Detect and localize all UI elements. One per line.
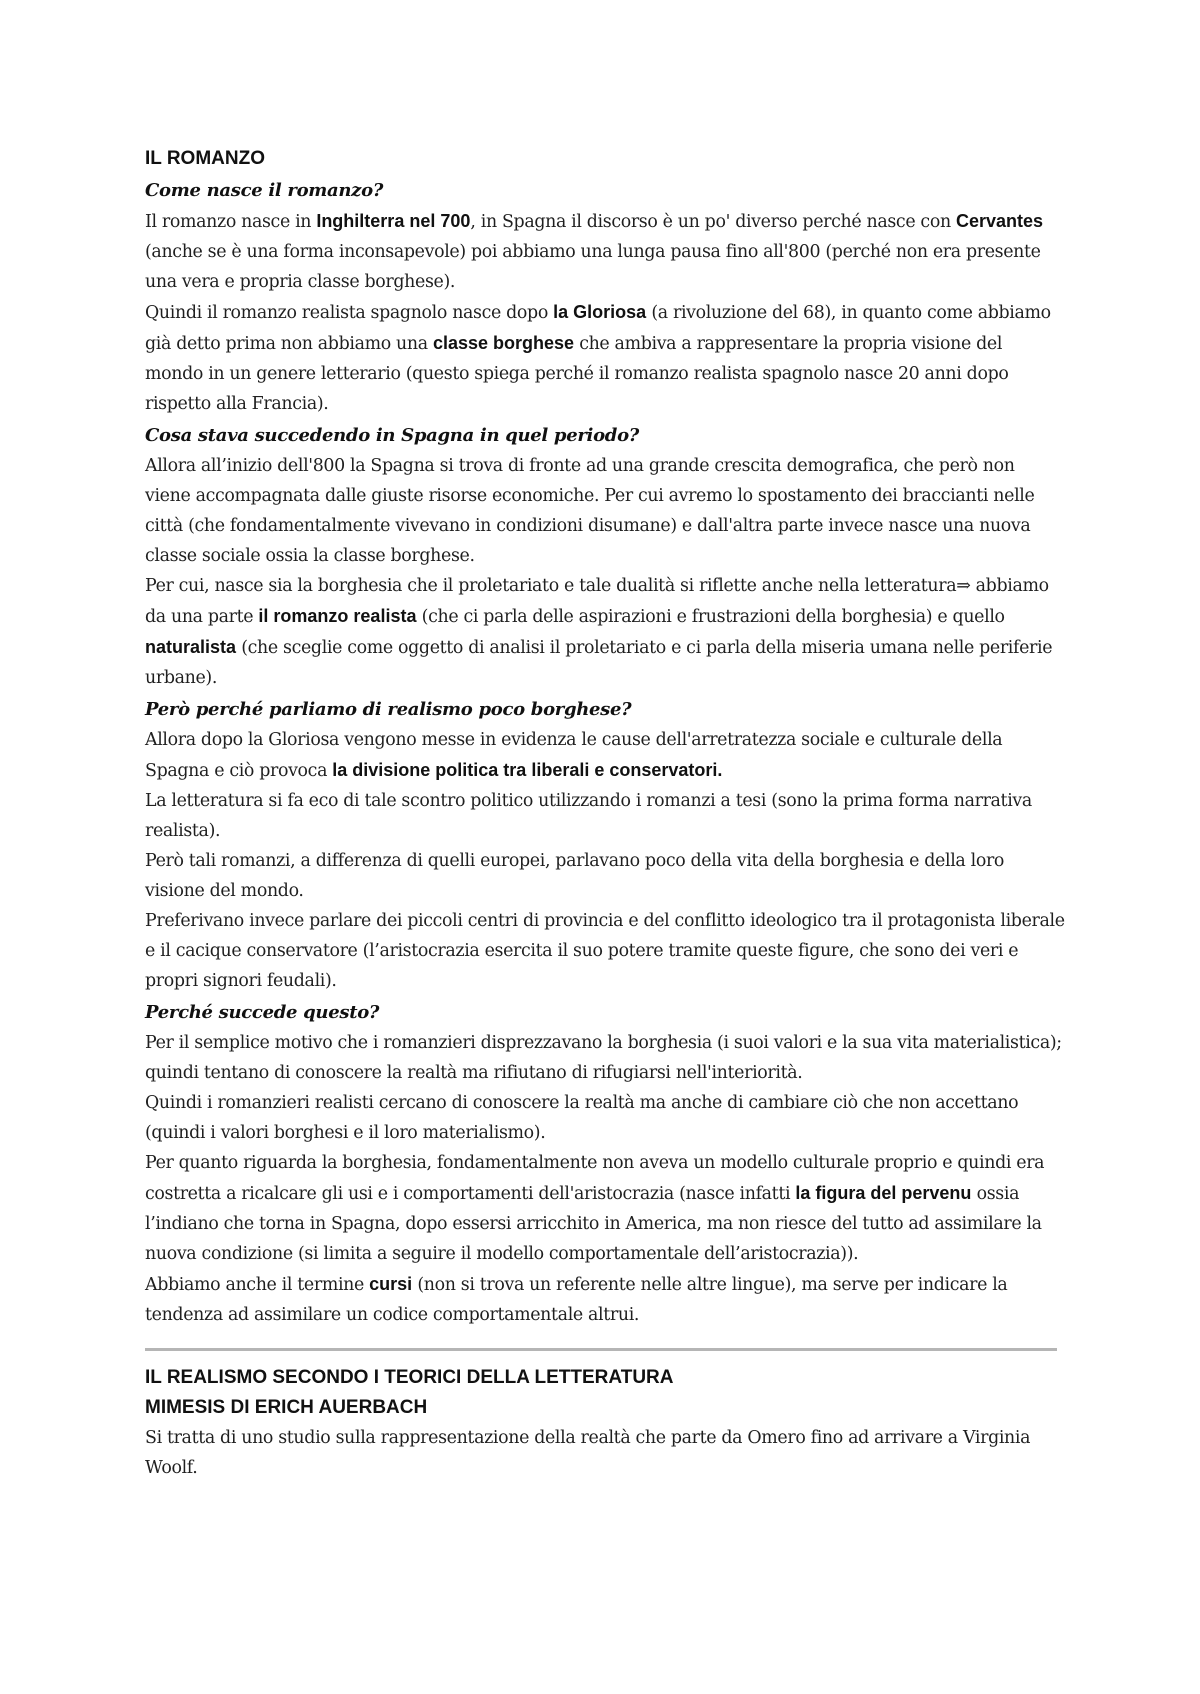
paragraph (145, 571, 1065, 693)
text-run: Quindi il romanzo realista spagnolo nasce dopo (145, 303, 554, 323)
text-run: Per quanto riguarda la borghesia, fondamentalmente non aveva un modello culturale proprio e quindi era costretta a ricalcare gli usi e i comportamenti dell'aristocrazia (nasce infatti (145, 1153, 1045, 1204)
bold-term: la Gloriosa (553, 302, 647, 322)
text-run: Abbiamo anche il termine (145, 1275, 370, 1295)
text-run: Però tali romanzi, a differenza di quelli europei, parlavano poco della vita della borghesia e della loro visione del mondo. (145, 851, 1005, 901)
section-subtitle-mimesis: MIMESIS DI ERICH AUERBACH (145, 1397, 428, 1418)
bold-term: naturalista (145, 637, 237, 657)
paragraph (145, 451, 1065, 571)
paragraph (145, 206, 1065, 297)
bold-term: la figura del pervenu (795, 1183, 972, 1203)
question-perche-succede: Perché succede questo? (145, 1002, 380, 1023)
document-content (145, 144, 1065, 1483)
bold-term: Cervantes (955, 211, 1044, 231)
text-run: Quindi i romanzieri realisti cercano di conoscere la realtà ma anche di cambiare ciò che non accettano (quindi i valori borghesi e il loro materialismo). (145, 1093, 1019, 1143)
text-run: (anche se è una forma inconsapevole) poi abbiamo una lunga pausa fino all'800 (perché non era presente una vera e propria classe borghese). (145, 242, 1041, 292)
text-run: che ambiva a rappresentare la propria visione del mondo in un genere letterario (questo spiega perché il romanzo realista spagnolo nasce 20 anni dopo rispetto alla Francia). (145, 334, 1009, 414)
text-run: La letteratura si fa eco di tale scontro politico utilizzando i romanzi a tesi (sono la prima forma narrativa realista). (145, 791, 1032, 841)
bold-term: Inghilterra nel 700 (316, 211, 471, 231)
text-run: (che ci parla delle aspirazioni e frustrazioni della borghesia) e quello (416, 607, 1005, 627)
text-run: ossia l’indiano che torna in Spagna, dopo essersi arricchito in America, ma non riesce del tutto ad assimilare la nuova condizione (si limita a seguire il modello comportamentale dell’aristocrazia)). (145, 1184, 1042, 1264)
text-run: Allora dopo la Gloriosa vengono messe in evidenza le cause dell'arretratezza sociale e culturale della Spagna e ciò provoca (145, 730, 1003, 781)
question-realismo-poco-borghese: Però perché parliamo di realismo poco borghese? (145, 699, 632, 720)
text-run: Allora all’inizio dell'800 la Spagna si trova di fronte ad una grande crescita demografica, che però non viene accompagnata dalle giuste risorse economiche. Per cui avremo lo spostamento dei braccianti nelle città (che fondamentalmente vivevano in condizioni disumane) e dall'altra parte invece nasce una nuova classe sociale ossia la classe borghese. (145, 456, 1035, 566)
text-run: Per il semplice motivo che i romanzieri disprezzavano la borghesia (i suoi valori e la sua vita materialistica); quindi tentano di conoscere la realtà ma rifiutano di rifugiarsi nell'interiorità. (145, 1033, 1062, 1083)
paragraph (145, 1423, 1065, 1483)
text-run: , in Spagna il discorso è un po' diverso perché nasce con (470, 212, 956, 232)
bold-term: la divisione politica tra liberali e conservatori. (332, 760, 723, 780)
paragraph (145, 786, 1065, 846)
horizontal-divider (145, 1348, 1057, 1351)
paragraph (145, 1269, 1065, 1330)
text-run: Il romanzo nasce in (145, 212, 317, 232)
text-run: Si tratta di uno studio sulla rappresentazione della realtà che parte da Omero fino ad arrivare a Virginia Woolf. (145, 1428, 1031, 1478)
text-run: Per cui, nasce sia la borghesia che il proletariato e tale dualità si riflette anche nella letteratura⇒ abbiamo da una parte (145, 576, 1049, 627)
bold-term: classe borghese (432, 333, 575, 353)
question-cosa-stava-succedendo: Cosa stava succedendo in Spagna in quel periodo? (145, 425, 640, 446)
paragraph (145, 1088, 1065, 1148)
paragraph (145, 906, 1065, 996)
text-run: (non si trova un referente nelle altre lingue), ma serve per indicare la tendenza ad assimilare un codice comportamentale altrui. (145, 1275, 1008, 1325)
paragraph (145, 1028, 1065, 1088)
paragraph (145, 846, 1065, 906)
text-run: (che sceglie come oggetto di analisi il proletariato e ci parla della miseria umana nelle periferie urbane). (145, 638, 1053, 688)
section-title-romanzo: IL ROMANZO (145, 148, 265, 169)
paragraph (145, 1148, 1065, 1269)
paragraph (145, 725, 1065, 786)
paragraph (145, 297, 1065, 419)
text-run: (a rivoluzione del 68), in quanto come abbiamo già detto prima non abbiamo una (145, 303, 1051, 354)
bold-term: il romanzo realista (258, 606, 417, 626)
text-run: Preferivano invece parlare dei piccoli centri di provincia e del conflitto ideologico tra il protagonista liberale e il cacique conservatore (l’aristocrazia esercita il suo potere tramite queste figure, che sono dei veri e propri signori feudali). (145, 911, 1065, 991)
question-come-nasce: Come nasce il romanzo? (145, 180, 384, 201)
section-title-realismo: IL REALISMO SECONDO I TEORICI DELLA LETTERATURA (145, 1367, 674, 1388)
bold-term: cursi (369, 1274, 413, 1294)
